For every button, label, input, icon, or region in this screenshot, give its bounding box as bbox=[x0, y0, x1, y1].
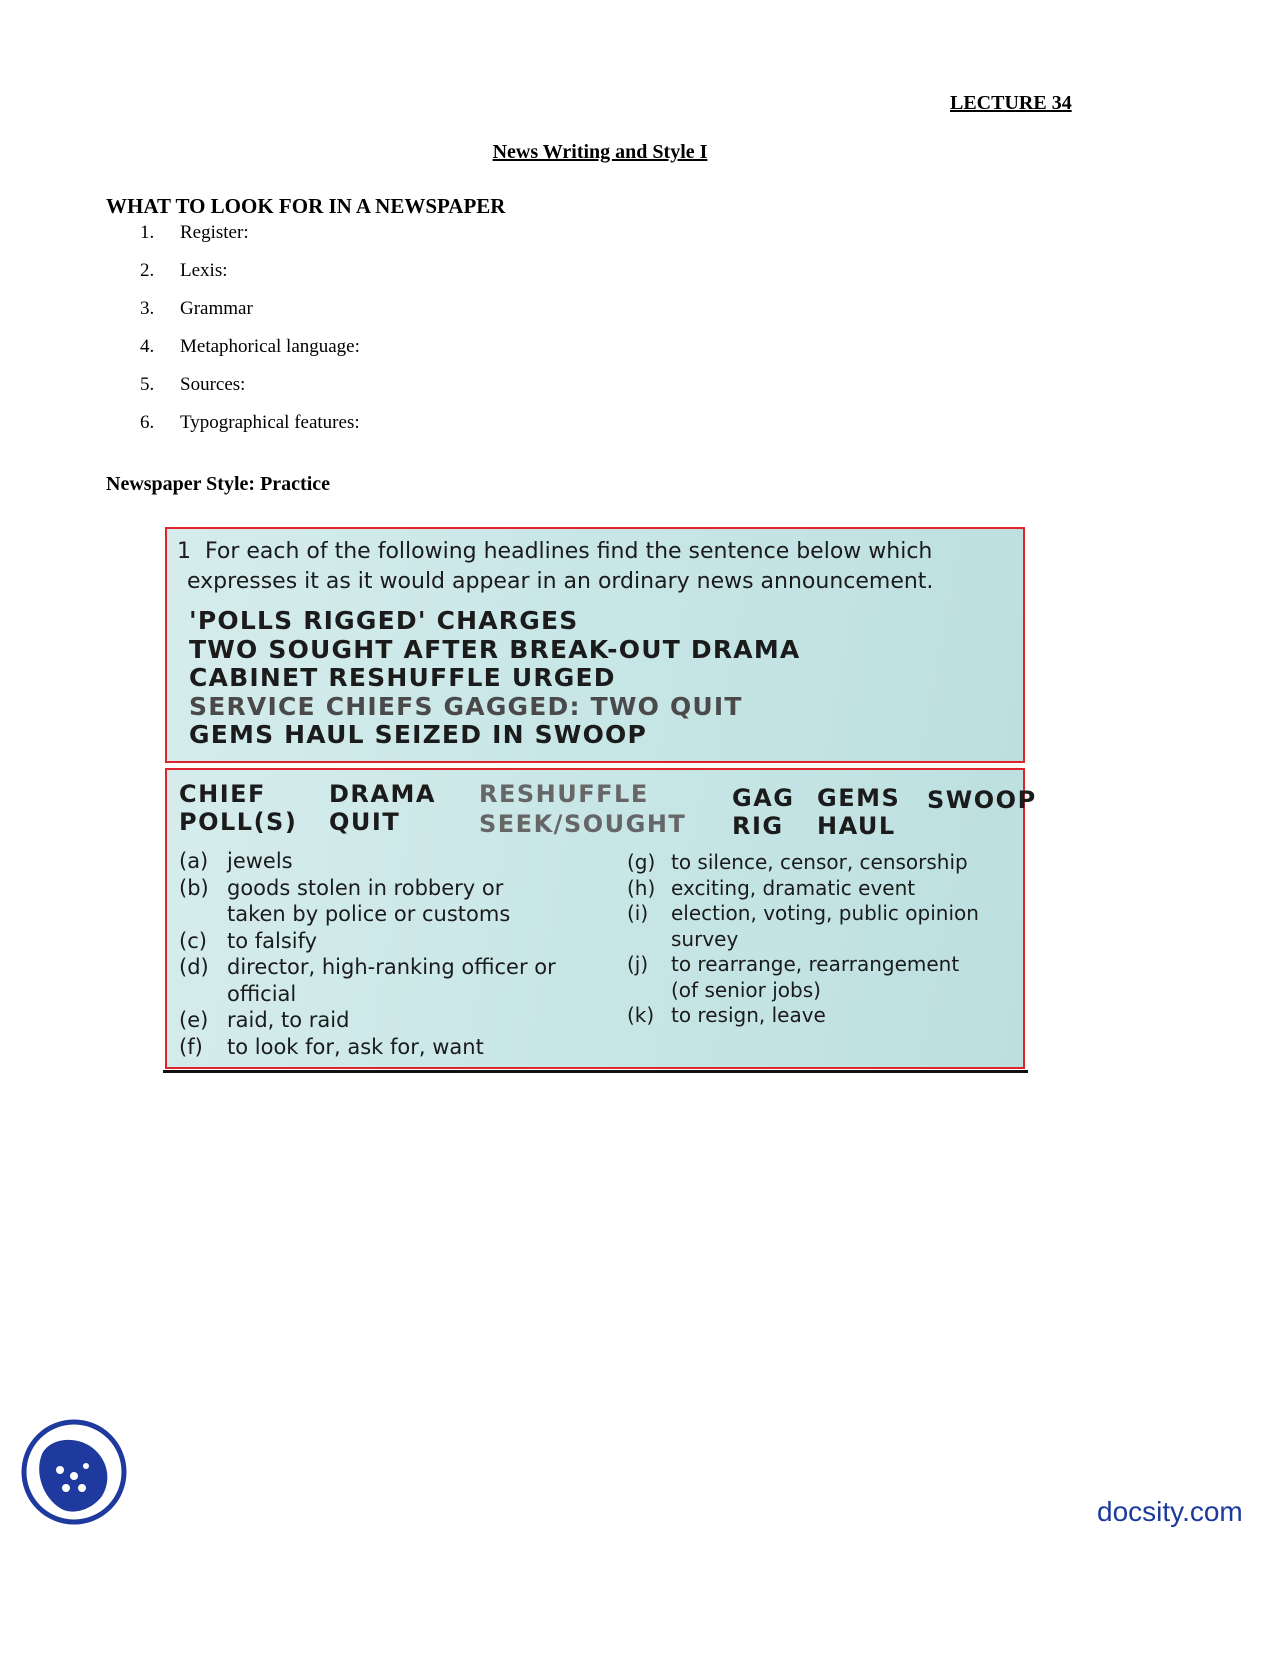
definition-item: (b) goods stolen in robbery or bbox=[179, 875, 504, 900]
vocab-word: RESHUFFLE bbox=[479, 780, 649, 808]
vocab-word: POLL(S) bbox=[179, 808, 298, 836]
definition-continuation: survey bbox=[671, 926, 739, 951]
vocab-word: HAUL bbox=[817, 812, 896, 840]
headline-list bbox=[189, 607, 800, 750]
headline: SERVICE CHIEFS GAGGED: TWO QUIT bbox=[189, 691, 743, 721]
definition-item: (k) to resign, leave bbox=[627, 1003, 826, 1027]
vocab-word: QUIT bbox=[329, 808, 401, 836]
image-bottom-rule bbox=[163, 1070, 1028, 1073]
headline: GEMS HAUL SEIZED IN SWOOP bbox=[189, 720, 648, 749]
vocab-word: GAG bbox=[732, 784, 795, 812]
definition-continuation: (of senior jobs) bbox=[671, 977, 821, 1002]
brand-name: docsity.com bbox=[1097, 1496, 1243, 1527]
definition-continuation: taken by police or customs bbox=[227, 902, 511, 926]
vocab-word: SEEK/SOUGHT bbox=[479, 810, 687, 838]
vocab-word: SWOOP bbox=[927, 786, 1037, 814]
definition-item: (e) raid, to raid bbox=[179, 1008, 350, 1032]
definition-item: (d) director, high-ranking officer or bbox=[179, 955, 556, 979]
list-item: 5. Sources: bbox=[140, 374, 246, 395]
definition-item: (h) exciting, dramatic event bbox=[627, 875, 916, 900]
list-item: 6. Typographical features: bbox=[140, 412, 360, 433]
vocab-word: DRAMA bbox=[329, 780, 436, 808]
definition-item: (i) election, voting, public opinion bbox=[627, 901, 979, 925]
vocab-word: GEMS bbox=[817, 784, 901, 812]
practice-heading: Newspaper Style: Practice bbox=[106, 473, 331, 495]
list-item: 3. Grammar bbox=[140, 298, 253, 319]
headline: 'POLLS RIGGED' CHARGES bbox=[189, 606, 579, 635]
definition-continuation: official bbox=[227, 981, 297, 1006]
list-item: 4. Metaphorical language: bbox=[140, 336, 360, 357]
vocabulary-panel bbox=[165, 768, 1037, 1069]
vocab-word: CHIEF bbox=[179, 780, 266, 808]
list-item: 2. Lexis: bbox=[140, 260, 228, 281]
exercise-number: 1 bbox=[177, 539, 191, 564]
page-title: News Writing and Style I bbox=[492, 141, 708, 163]
exercise-instruction: 1 For each of the following headlines find the sentence below which expresses it as it would appear in an ordinary news announcement. bbox=[177, 539, 934, 594]
definitions-left bbox=[179, 848, 599, 1060]
headline: CABINET RESHUFFLE URGED bbox=[189, 663, 616, 692]
definition-item: (f) to look for, ask for, want bbox=[179, 1034, 484, 1059]
definitions-right bbox=[627, 850, 1022, 1029]
definition-item: (j) to rearrange, rearrangement bbox=[627, 952, 960, 976]
vocab-word: RIG bbox=[732, 812, 784, 840]
checklist-heading: WHAT TO LOOK FOR IN A NEWSPAPER bbox=[106, 194, 506, 218]
headline-exercise-panel bbox=[165, 527, 1025, 763]
lecture-number: LECTURE 34 bbox=[950, 92, 1072, 114]
definition-item: (a) jewels bbox=[179, 849, 293, 873]
checklist bbox=[140, 222, 360, 450]
list-item: 1. Register: bbox=[140, 222, 249, 243]
definition-item: (c) to falsify bbox=[179, 928, 318, 953]
definition-item: (g) to silence, censor, censorship bbox=[627, 850, 968, 874]
headline: TWO SOUGHT AFTER BREAK-OUT DRAMA bbox=[189, 634, 801, 664]
docsity-logo-icon bbox=[20, 1418, 128, 1526]
